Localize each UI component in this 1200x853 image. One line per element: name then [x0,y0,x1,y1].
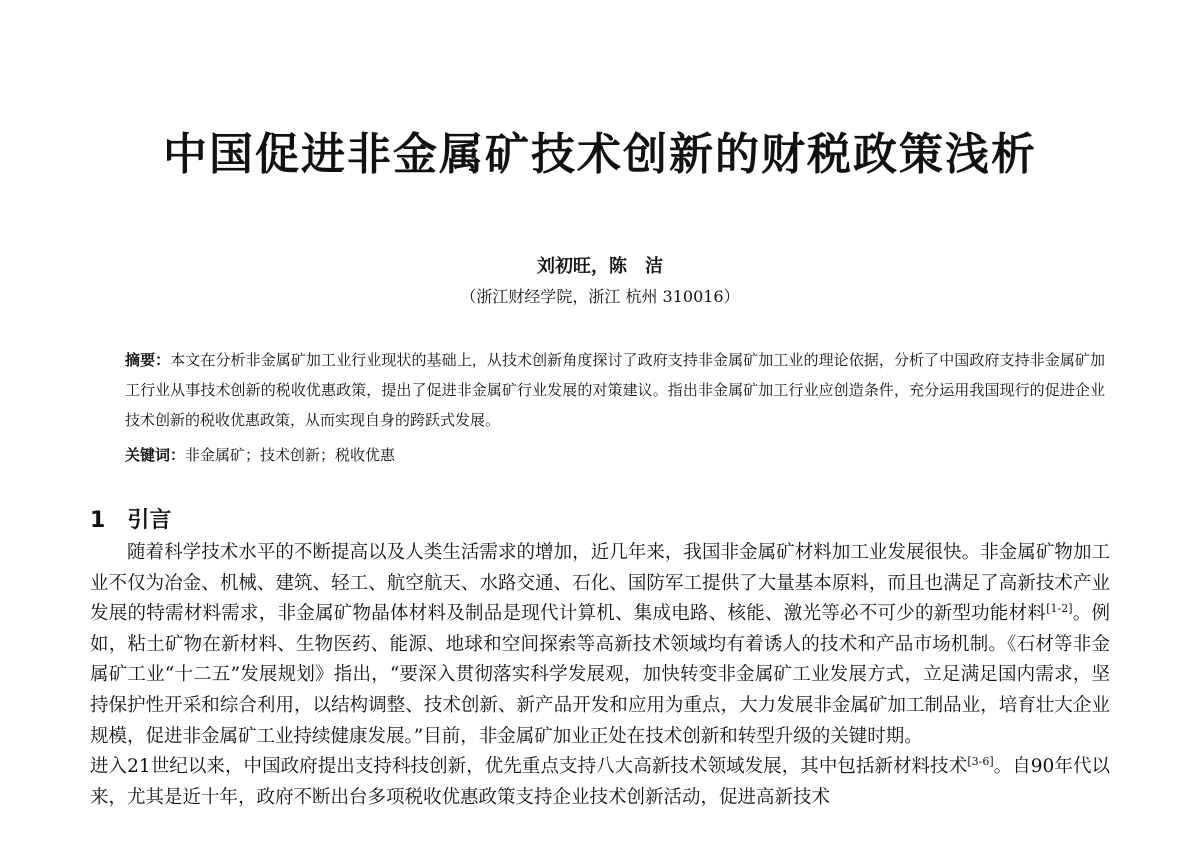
citation-2: [3-6] [967,755,994,768]
paragraph-2-part-a: 进入21世纪以来，中国政府提出支持科技创新，优先重点支持八大高新技术领域发展，其中包括新材料技术 [90,756,968,778]
authors: 刘初旺，陈 洁 [537,256,663,277]
paragraph-2 [90,752,1110,813]
abstract [125,345,1105,435]
paragraph-1-part-b: 。例如，粘土矿物在新材料、生物医药、能源、地球和空间探索等高新技术领域均有着诱人的技术和产品市场机制。《石材等非金属矿工业“十二五”发展规划》指出，“要深入贯彻落实科学发展观，加快转变非金属矿工业发展方式，立足满足国内需求，坚持保护性开采和综合利用，以结构调整、技术创新、新产品开发和应用为重点，大力发展非金属矿加工制品业，培育壮大企业规模，促进非金属矿工业持续健康发展。”目前，非金属矿加业正处在技术创新和转型升级的关键时期。 [90,603,1110,747]
body-text [90,538,1110,813]
affiliation: （浙江财经学院，浙江 杭州 310016） [460,287,740,306]
keywords [125,440,1105,470]
citation-1: [1-2] [1046,602,1073,616]
section-number: 1 [90,508,106,533]
keywords-text: 非金属矿；技术创新；税收优惠 [185,446,396,464]
section-heading [90,503,171,534]
keywords-label: 关键词： [125,446,186,464]
paragraph-1-part-a: 随着科学技术水平的不断提高以及人类生活需求的增加，近几年来，我国非金属矿材料加工业发展很快。非金属矿物加工业不仅为冶金、机械、建筑、轻工、航空航天、水路交通、石化、国防军工提供了大量基本原料，而且也满足了高新技术产业发展的特需材料需求，非金属矿物晶体材料及制品是现代计算机、集成电路、核能、激光等必不可少的新型功能材料 [90,542,1110,625]
abstract-text: 本文在分析非金属矿加工业行业现状的基础上，从技术创新角度探讨了政府支持非金属矿加工业的理论依据，分析了中国政府支持非金属矿加工行业从事技术创新的税收优惠政策，提出了促进非金属矿行业发展的对策建议。指出非金属矿加工行业应创造条件，充分运用我国现行的促进企业技术创新的税收优惠政策，从而实现自身的跨跃式发展。 [125,351,1105,429]
abstract-label: 摘要： [125,351,171,369]
paragraph-2-part-b: 。自90年代以来，尤其是近十年，政府不断出台多项税收优惠政策支持企业技术创新活动，促进高新技术 [90,756,1111,808]
paragraph-1 [90,538,1110,752]
section-title: 引言 [127,508,172,533]
paper-title: 中国促进非金属矿技术创新的财税政策浅析 [163,129,1037,180]
